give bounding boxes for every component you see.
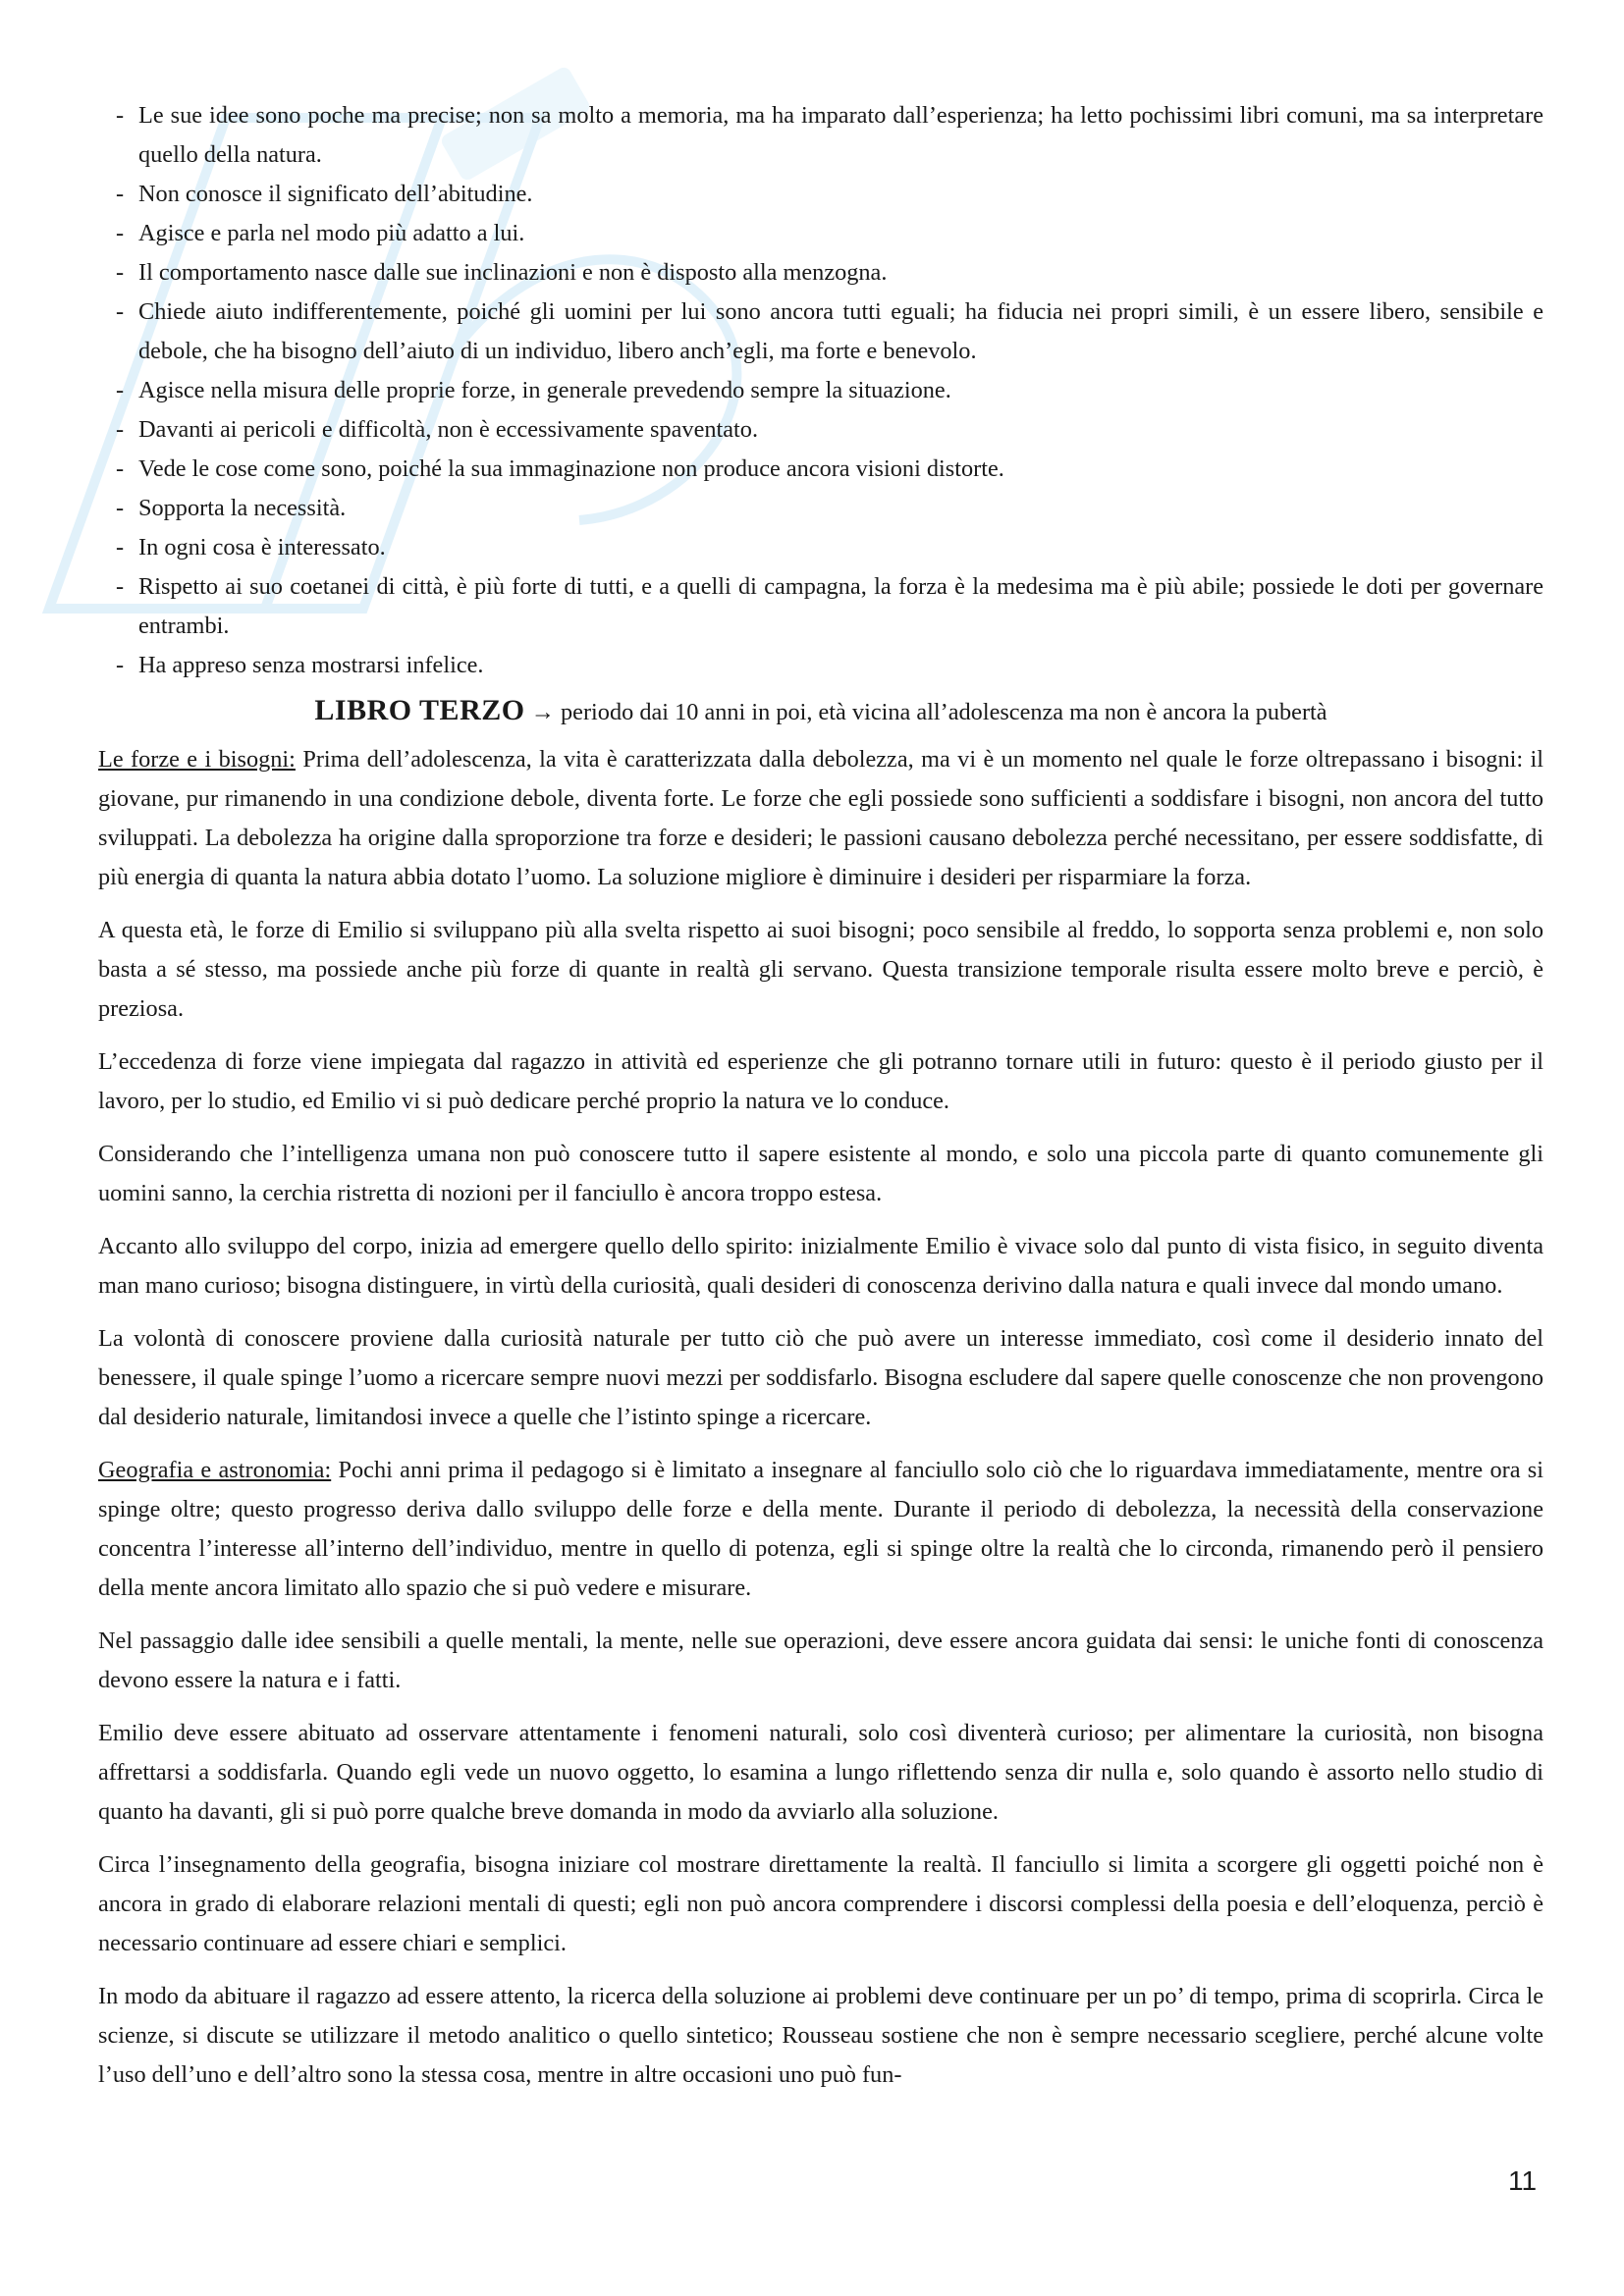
- dash-marker: -: [116, 455, 125, 482]
- paragraph-text: Pochi anni prima il pedagogo si è limitato a insegnare al fanciullo solo ciò che lo riguardava immediatamente, mentre ora si spinge oltre; questo progresso deriva dallo sviluppo delle forze e della mente. Durante il periodo di debolezza, la necessità della conservazione concentra l’interesse all’interno dell’individuo, mentre in quello di potenza, egli si spinge oltre la realtà che lo circonda, rimanendo però il pensiero della mente ancora limitato allo spazio che si può vedere e misurare.: [98, 1457, 1543, 1601]
- list-item: [98, 489, 1543, 528]
- bullet-text: Le sue idee sono poche ma precise; non sa molto a memoria, ma ha imparato dall’esperienza; ha letto pochissimi libri comuni, ma sa interpretare quello della natura.: [138, 102, 1543, 168]
- list-item: [98, 293, 1543, 371]
- paragraph-text: Prima dell’adolescenza, la vita è caratterizzata dalla debolezza, ma vi è un momento nel quale le forze oltrepassano i bisogni: il giovane, pur rimanendo in una condizione debole, diventa forte. Le forze che egli possiede sono sufficienti a soddisfare i bisogni, non ancora del tutto sviluppati. La debolezza ha origine dalla sproporzione tra forze e desideri; le passioni causano debolezza perché necessitano, per essere soddisfatte, di più energia di quanta la natura abbia dotato l’uomo. La soluzione migliore è diminuire i desideri per risparmiare la forza.: [98, 746, 1543, 890]
- list-item: [98, 410, 1543, 450]
- list-item: [98, 214, 1543, 253]
- dash-marker: -: [116, 573, 125, 600]
- dash-marker: -: [116, 298, 125, 325]
- section-subtitle: periodo dai 10 anni in poi, età vicina all’adolescenza ma non è ancora la pubertà: [561, 699, 1327, 725]
- paragraph-lead: Geografia e astronomia:: [98, 1457, 332, 1483]
- paragraph: [98, 1845, 1543, 1963]
- paragraph-text: La volontà di conoscere proviene dalla curiosità naturale per tutto ciò che può avere un interesse immediato, così come il desiderio innato del benessere, il quale spinge l’uomo a ricercare sempre nuovi mezzi per soddisfarlo. Bisogna escludere dal sapere quelle conoscenze che non provengono dal desiderio naturale, limitandosi invece a quelle che l’istinto spinge a ricercare.: [98, 1325, 1543, 1430]
- paragraph-text: Circa l’insegnamento della geografia, bisogna iniziare col mostrare direttamente la realtà. Il fanciullo si limita a scorgere gli oggetti poiché non è ancora in grado di elaborare relazioni mentali di questi; egli non può ancora comprendere i discorsi complessi della poesia e dell’eloquenza, perciò è necessario continuare ad essere chiari e semplici.: [98, 1851, 1543, 1956]
- paragraph-text: In modo da abituare il ragazzo ad essere attento, la ricerca della soluzione ai problemi deve continuare per un po’ di tempo, prima di scoprirla. Circa le scienze, si discute se utilizzare il metodo analitico o quello sintetico; Rousseau sostiene che non è sempre necessario scegliere, perché alcune volte l’uso dell’uno e dell’altro sono la stessa cosa, mentre in altre occasioni uno può fun-: [98, 1983, 1543, 2088]
- dash-marker: -: [116, 495, 125, 521]
- document-page: [98, 96, 1543, 2109]
- bullet-text: Davanti ai pericoli e difficoltà, non è eccessivamente spaventato.: [138, 416, 759, 443]
- paragraph-text: A questa età, le forze di Emilio si sviluppano più alla svelta rispetto ai suoi bisogni; poco sensibile al freddo, lo sopporta senza problemi e, non solo basta a sé stesso, ma possiede anche più forze di quante in realtà gli servano. Questa transizione temporale risulta essere molto breve e perciò, è preziosa.: [98, 917, 1543, 1022]
- paragraph: [98, 1622, 1543, 1700]
- paragraph: [98, 1977, 1543, 2095]
- bullet-text: Vede le cose come sono, poiché la sua immaginazione non produce ancora visioni distorte.: [138, 455, 1004, 482]
- bullet-text: In ogni cosa è interessato.: [138, 534, 386, 561]
- list-item: [98, 253, 1543, 293]
- list-item: [98, 450, 1543, 489]
- dash-marker: -: [116, 181, 125, 207]
- paragraph: [98, 1714, 1543, 1832]
- list-item: [98, 646, 1543, 685]
- section-heading: [98, 691, 1543, 732]
- paragraph-text: Considerando che l’intelligenza umana non può conoscere tutto il sapere esistente al mondo, e solo una piccola parte di quanto comunemente gli uomini sanno, la cerchia ristretta di nozioni per il fanciullo è ancora troppo estesa.: [98, 1141, 1543, 1206]
- bullet-list: [98, 96, 1543, 685]
- bullet-text: Rispetto ai suo coetanei di città, è più forte di tutti, e a quelli di campagna, la forza è la medesima ma è più abile; possiede le doti per governare entrambi.: [138, 573, 1543, 639]
- list-item: [98, 96, 1543, 175]
- dash-marker: -: [116, 534, 125, 561]
- paragraph: [98, 740, 1543, 897]
- list-item: [98, 371, 1543, 410]
- bullet-text: Chiede aiuto indifferentemente, poiché gli uomini per lui sono ancora tutti eguali; ha fiducia nei propri simili, è un essere libero, sensibile e debole, che ha bisogno dell’aiuto di un individuo, libero anch’egli, ma forte e benevolo.: [138, 298, 1543, 364]
- paragraph: [98, 1135, 1543, 1213]
- dash-marker: -: [116, 416, 125, 443]
- paragraph-lead: Le forze e i bisogni:: [98, 746, 296, 773]
- bullet-text: Agisce e parla nel modo più adatto a lui.: [138, 220, 525, 246]
- bullet-text: Ha appreso senza mostrarsi infelice.: [138, 652, 484, 678]
- dash-marker: -: [116, 102, 125, 129]
- bullet-text: Agisce nella misura delle proprie forze, in generale prevedendo sempre la situazione.: [138, 377, 951, 403]
- paragraph-text: Nel passaggio dalle idee sensibili a quelle mentali, la mente, nelle sue operazioni, deve essere ancora guidata dai sensi: le uniche fonti di conoscenza devono essere la natura e i fatti.: [98, 1628, 1543, 1693]
- list-item: [98, 567, 1543, 646]
- bullet-text: Non conosce il significato dell’abitudine.: [138, 181, 533, 207]
- dash-marker: -: [116, 259, 125, 286]
- bullet-text: Il comportamento nasce dalle sue inclinazioni e non è disposto alla menzogna.: [138, 259, 888, 286]
- dash-marker: -: [116, 377, 125, 403]
- page-number: 11: [1508, 2165, 1538, 2196]
- paragraph: [98, 911, 1543, 1029]
- arrow-icon: →: [530, 699, 555, 725]
- list-item: [98, 528, 1543, 567]
- paragraph: [98, 1227, 1543, 1306]
- paragraph-text: Accanto allo sviluppo del corpo, inizia ad emergere quello dello spirito: inizialmente Emilio è vivace solo dal punto di vista fisico, in seguito diventa man mano curioso; bisogna distinguere, in virtù della curiosità, quali desideri di conoscenza derivino dalla natura e quali invece dal mondo umano.: [98, 1233, 1543, 1299]
- paragraph-text: Emilio deve essere abituato ad osservare attentamente i fenomeni naturali, solo così diventerà curioso; per alimentare la curiosità, non bisogna affrettarsi a soddisfarla. Quando egli vede un nuovo oggetto, lo esamina a lungo riflettendo senza dir nulla e, solo quando è assorto nello studio di quanto ha davanti, gli si può porre qualche breve domanda in modo da avviarlo alla soluzione.: [98, 1720, 1543, 1825]
- dash-marker: -: [116, 220, 125, 246]
- bullet-text: Sopporta la necessità.: [138, 495, 347, 521]
- list-item: [98, 175, 1543, 214]
- paragraph-text: L’eccedenza di forze viene impiegata dal ragazzo in attività ed esperienze che gli potranno tornare utili in futuro: questo è il periodo giusto per il lavoro, per lo studio, ed Emilio vi si può dedicare perché proprio la natura ve lo conduce.: [98, 1048, 1543, 1114]
- paragraph: [98, 1451, 1543, 1608]
- paragraph: [98, 1042, 1543, 1121]
- paragraph: [98, 1319, 1543, 1437]
- section-title: LIBRO TERZO: [314, 694, 525, 726]
- dash-marker: -: [116, 652, 125, 678]
